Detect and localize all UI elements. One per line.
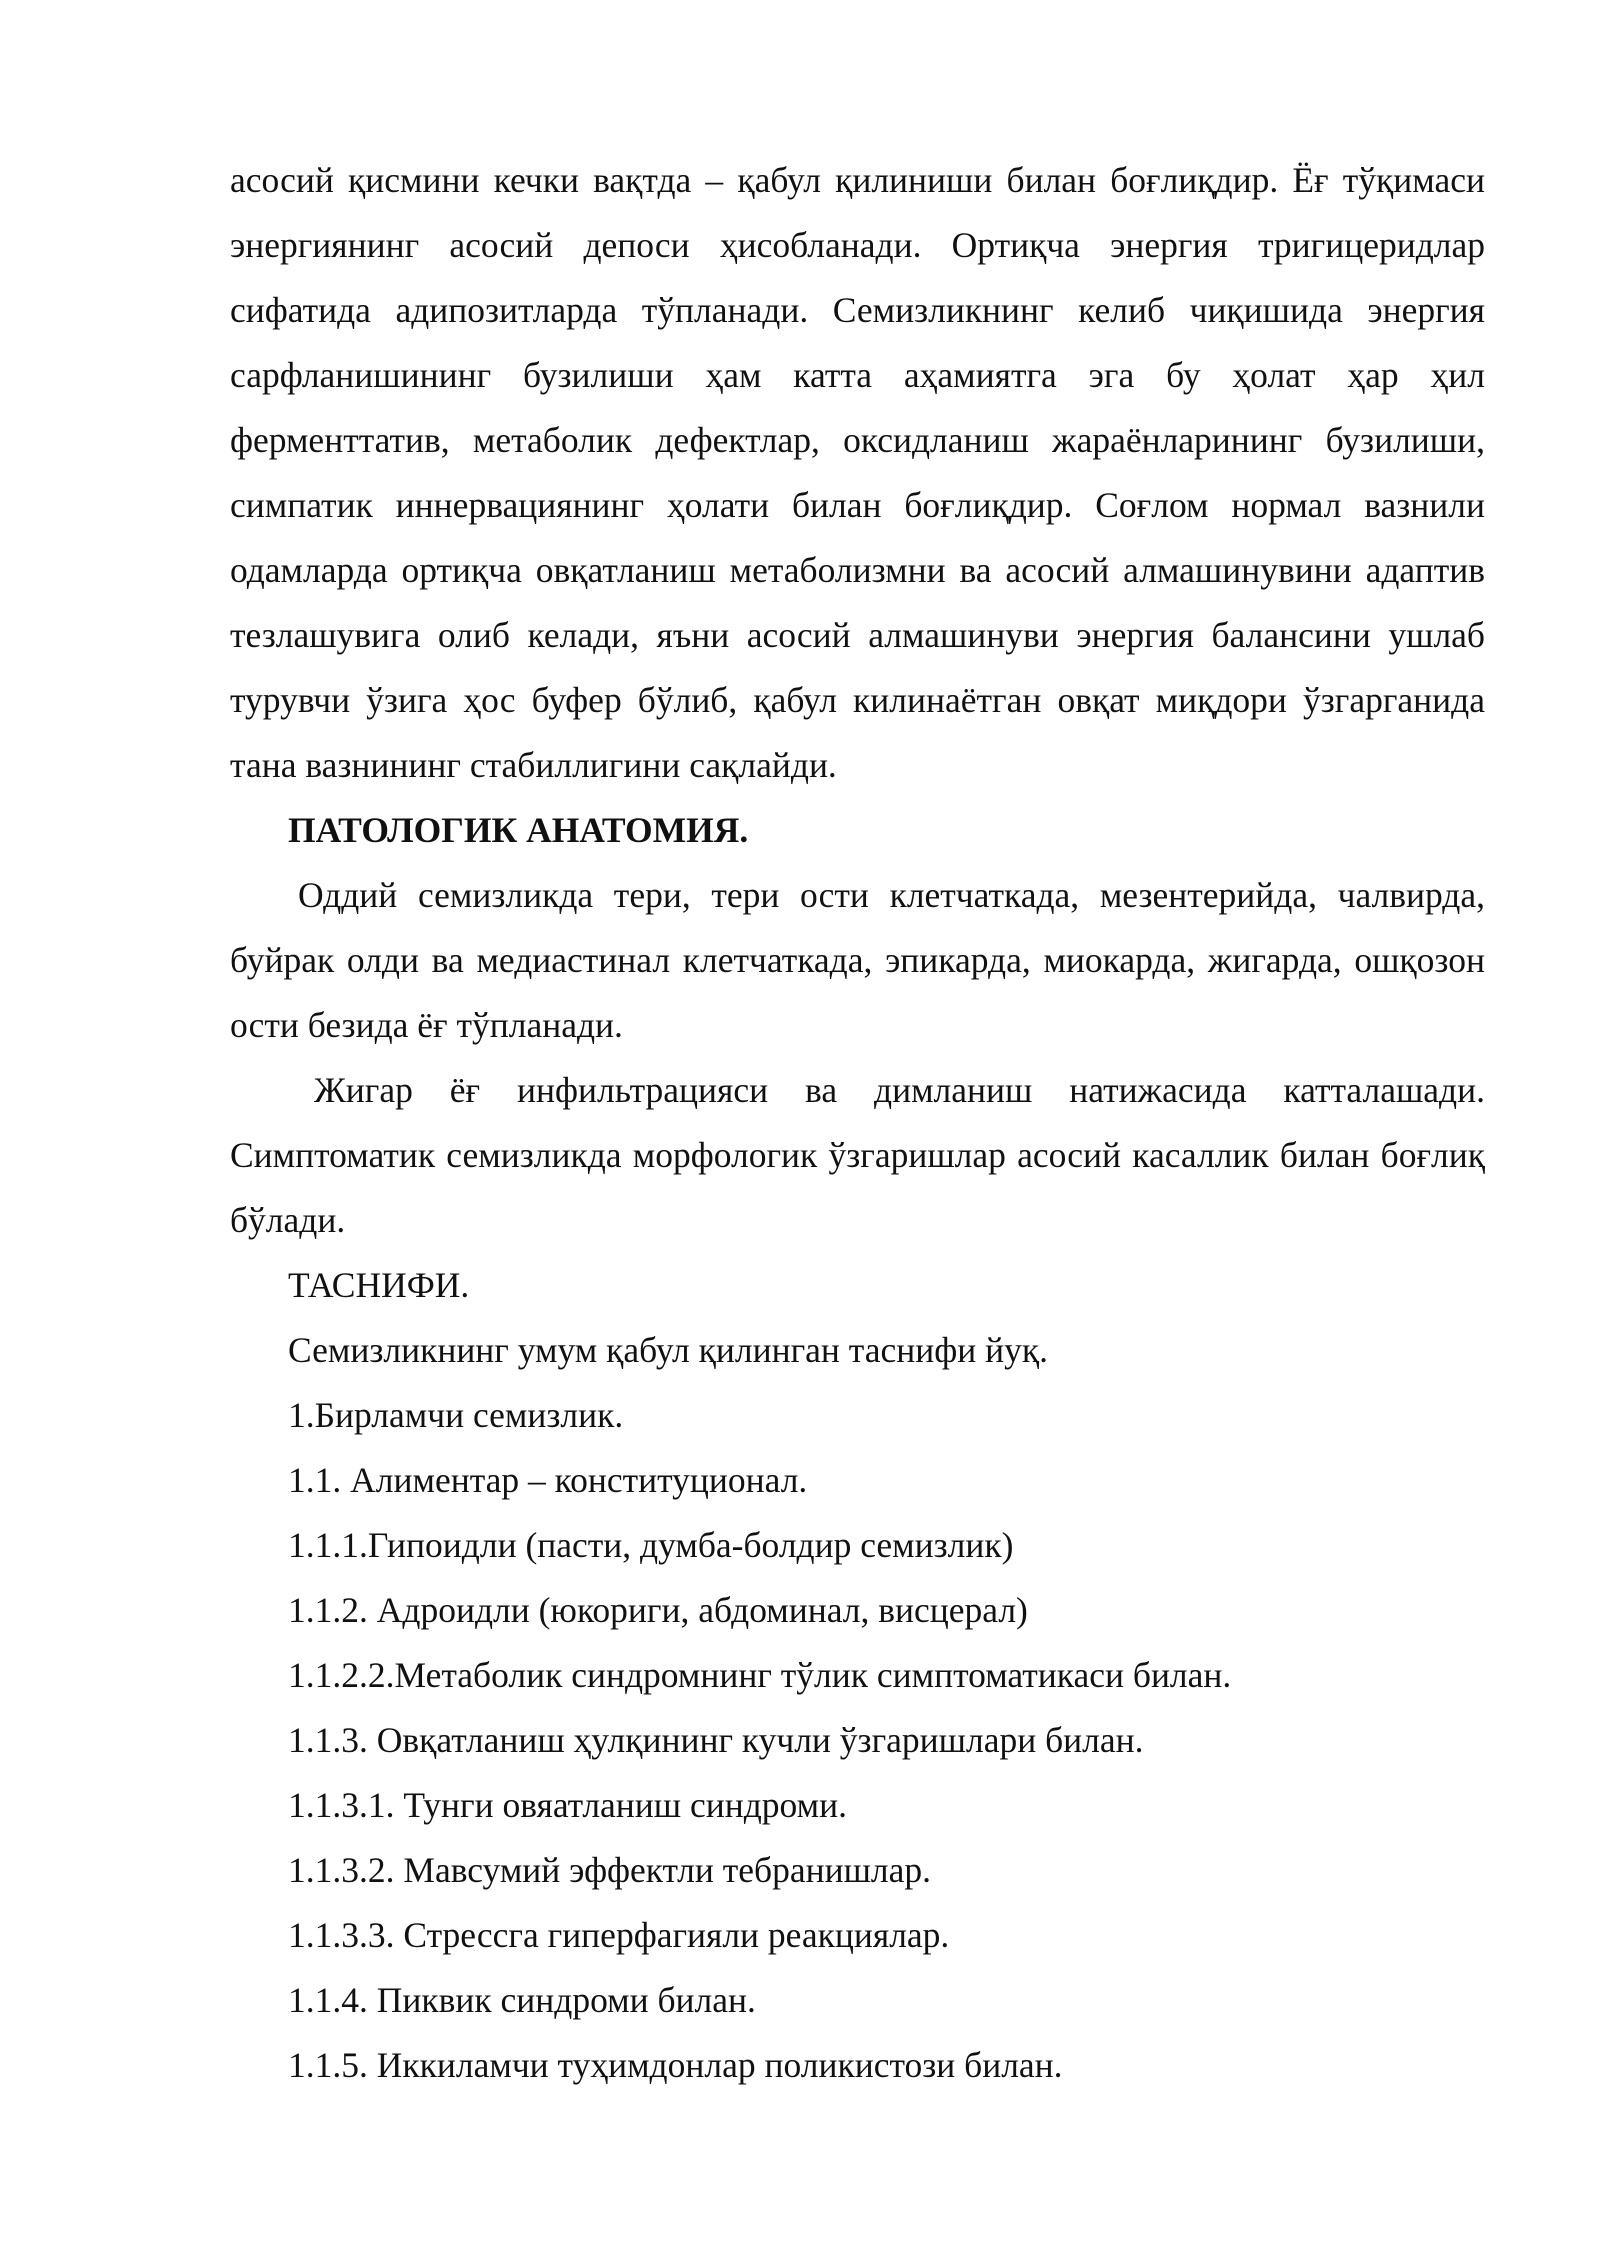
heading-classification: ТАСНИФИ. <box>288 1265 470 1305</box>
classification-item: 1.1.3.3. Стрессга гиперфагияли реакциялар. <box>288 1915 950 1955</box>
classification-item: 1.1.2. Адроидли (юкориги, абдоминал, висцерал) <box>288 1590 1028 1630</box>
paragraph-simple-obesity: Оддий семизликда тери, тери ости клетчаткада, мезентерийда, чалвирда, буйрак олди ва медиастинал клетчаткада, эпикарда, миокарда, жигарда, ошқозон ости безида ёғ тўпланади. <box>230 875 1485 1045</box>
classification-item: 1.1.5. Иккиламчи туҳимдонлар поликистози билан. <box>288 2045 1063 2085</box>
paragraph-energy-balance: асосий қисмини кечки вақтда – қабул қилиниши билан боғлиқдир. Ёғ тўқимаси энергиянинг асосий депоси ҳисобланади. Ортиқча энергия тригицеридлар сифатида адипозитларда тўпланади. Семизликнинг келиб чиқишида энергия сарфланишининг бузилиши ҳам катта аҳамиятга эга бу ҳолат ҳар ҳил ферменттатив, метаболик дефектлар, оксидланиш жараёнларининг бузилиши, симпатик иннервациянинг ҳолати билан боғлиқдир. Соғлом нормал вазнили одамларда ортиқча овқатланиш метаболизмни ва асосий алмашинувини адаптив тезлашувига олиб келади, яъни асосий алмашинуви энергия балансини ушлаб турувчи ўзига ҳос буфер бўлиб, қабул килинаётган овқат миқдори ўзгарганида тана вазнининг стабиллигини сақлайди. <box>230 160 1485 785</box>
classification-item: 1.1.3. Овқатланиш ҳулқининг кучли ўзгаришлари билан. <box>288 1720 1144 1760</box>
heading-pathological-anatomy: ПАТОЛОГИК АНАТОМИЯ. <box>288 810 749 850</box>
classification-item: 1.1.3.1. Тунги овяатланиш синдроми. <box>288 1785 847 1825</box>
paragraph-liver-infiltration: Жигар ёғ инфильтрацияси ва димланиш натижасида катталашади. Симптоматик семизликда морфологик ўзгаришлар асосий касаллик билан боғлиқ бўлади. <box>230 1070 1485 1240</box>
document-page <box>230 148 1485 2098</box>
classification-item: 1.Бирламчи семизлик. <box>288 1395 624 1435</box>
classification-intro: Семизликнинг умум қабул қилинган таснифи йуқ. <box>288 1330 1048 1370</box>
classification-item: 1.1.3.2. Мавсумий эффектли тебранишлар. <box>288 1850 932 1890</box>
classification-item: 1.1.1.Гипоидли (пасти, думба-болдир семизлик) <box>288 1525 1014 1565</box>
classification-item: 1.1. Алиментар – конституционал. <box>288 1460 808 1500</box>
classification-item: 1.1.4. Пиквик синдроми билан. <box>288 1980 756 2020</box>
classification-item: 1.1.2.2.Метаболик синдромнинг тўлик симптоматикаси билан. <box>288 1655 1232 1695</box>
